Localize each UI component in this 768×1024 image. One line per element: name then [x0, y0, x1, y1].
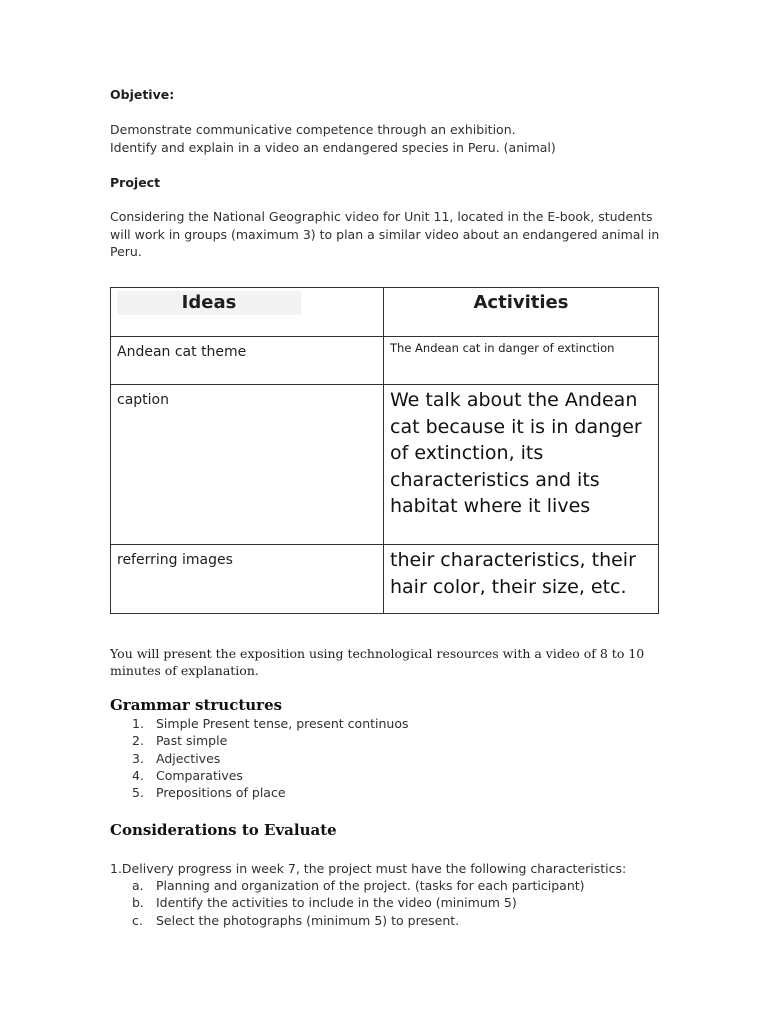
- list-item-text: Planning and organization of the project. (tasks for each participant): [156, 878, 585, 893]
- grammar-list: [110, 715, 409, 801]
- list-marker: 1.: [132, 716, 144, 731]
- idea-text: caption: [117, 392, 169, 408]
- list-item: [110, 894, 585, 911]
- list-item: [110, 767, 409, 784]
- list-marker: b.: [132, 895, 144, 911]
- table-header-activities: [384, 288, 659, 337]
- list-item: [110, 877, 585, 894]
- table-header-ideas-label: Ideas: [117, 291, 301, 315]
- activity-line: their characteristics, their: [390, 549, 636, 571]
- considerations-list: [110, 877, 585, 929]
- list-marker: 4.: [132, 767, 144, 783]
- activity-text: The Andean cat in danger of extinction: [390, 341, 615, 355]
- activity-cell: [384, 337, 659, 385]
- activity-line: characteristics and its: [390, 468, 600, 491]
- activity-line: cat because it is in danger: [390, 415, 642, 438]
- table-row: [111, 337, 659, 385]
- table-header-ideas: [111, 288, 384, 337]
- list-marker: c.: [132, 912, 143, 928]
- list-item-text: Past simple: [156, 733, 228, 749]
- list-marker: a.: [132, 878, 144, 893]
- activity-line: hair color, their size, etc.: [390, 575, 627, 598]
- list-item: [110, 750, 409, 767]
- activity-line: of extinction, its: [390, 442, 544, 464]
- idea-cell: [111, 545, 384, 614]
- list-item: [110, 715, 409, 732]
- activity-cell: [384, 545, 659, 614]
- presentation-line-2: minutes of explanation.: [110, 663, 259, 678]
- list-item: [110, 912, 585, 929]
- list-item-text: Comparatives: [156, 767, 243, 783]
- objective-line-2: Identify and explain in a video an endangered species in Peru. (animal): [110, 139, 556, 155]
- project-paragraph-line-3: Peru.: [110, 244, 142, 259]
- table-row: [111, 385, 659, 545]
- list-item-text: Select the photographs (minimum 5) to present.: [156, 912, 460, 928]
- list-marker: 2.: [132, 733, 144, 749]
- ideas-activities-table: [110, 287, 659, 614]
- project-paragraph-line-2: will work in groups (maximum 3) to plan a similar video about an endangered animal in: [110, 226, 660, 242]
- presentation-line-1: You will present the exposition using technological resources with a video of 8 to 10: [110, 646, 645, 661]
- list-item-text: Adjectives: [156, 750, 221, 766]
- list-item-text: Prepositions of place: [156, 785, 286, 801]
- project-paragraph-line-1: Considering the National Geographic video for Unit 11, located in the E-book, students: [110, 209, 653, 224]
- considerations-intro: 1.Delivery progress in week 7, the project must have the following characteristics:: [110, 861, 627, 876]
- list-marker: 3.: [132, 750, 144, 766]
- idea-cell: [111, 385, 384, 545]
- list-item: [110, 732, 409, 749]
- list-item-text: Simple Present tense, present continuos: [156, 716, 409, 731]
- activity-line: We talk about the Andean: [390, 389, 638, 411]
- list-item-text: Identify the activities to include in the video (minimum 5): [156, 895, 517, 911]
- activity-line: habitat where it lives: [390, 495, 591, 517]
- objective-heading: Objetive:: [110, 87, 175, 102]
- idea-text: Andean cat theme: [117, 344, 247, 360]
- table-header-activities-label: Activities: [473, 292, 569, 313]
- list-item: [110, 784, 409, 801]
- grammar-heading: Grammar structures: [110, 696, 283, 714]
- idea-cell: [111, 337, 384, 385]
- project-heading: Project: [110, 175, 161, 190]
- idea-text: referring images: [117, 552, 233, 568]
- considerations-heading: Considerations to Evaluate: [110, 821, 337, 839]
- objective-line-1: Demonstrate communicative competence through an exhibition.: [110, 122, 516, 137]
- table-header-row: [111, 288, 659, 337]
- table-row: [111, 545, 659, 614]
- list-marker: 5.: [132, 785, 144, 801]
- activity-cell: [384, 385, 659, 545]
